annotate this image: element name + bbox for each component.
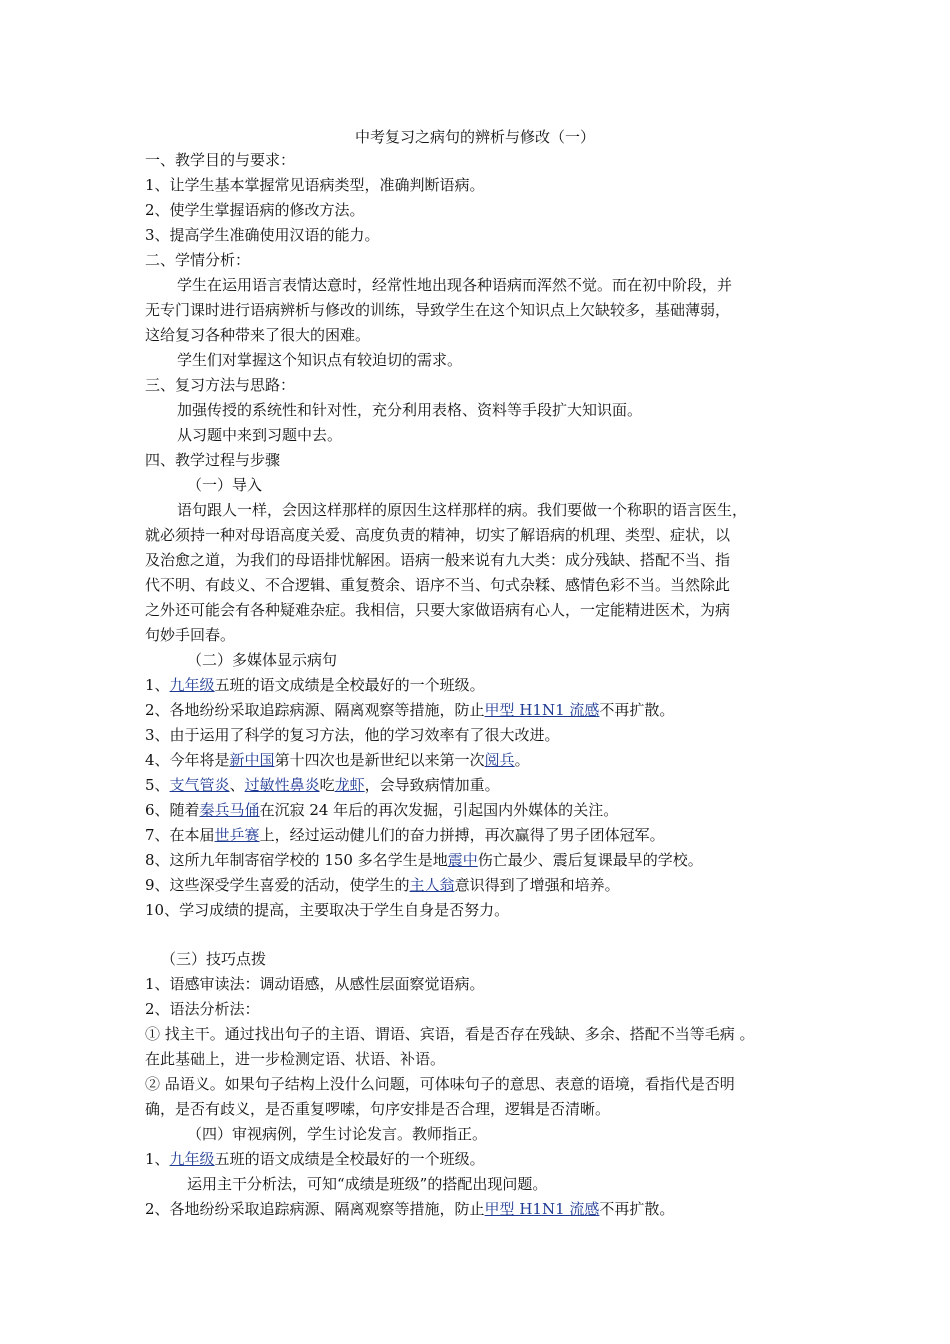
section-2-paragraph-2: 学生们对掌握这个知识点有较迫切的需求。 (177, 351, 463, 369)
part-3-item: 1、语感审读法：调动语感，从感性层面察觉语病。 (145, 975, 485, 993)
part-3-item: 在此基础上，进一步检测定语、状语、补语。 (145, 1050, 446, 1068)
section-3-paragraph-2: 从习题中来到习题中去。 (177, 426, 343, 444)
term-link[interactable]: 甲型 H1N1 流感 (484, 1200, 600, 1218)
section-2-paragraph-line: 学生在运用语言表情达意时，经常性地出现各种语病而浑然不觉。而在初中阶段，并 (177, 276, 733, 294)
term-link[interactable]: 新中国 (229, 751, 275, 769)
part-4-heading: （四）审视病例，学生讨论发言。教师指正。 (187, 1125, 488, 1143)
analysis-note: 运用主干分析法，可知“成绩是班级”的搭配出现问题。 (187, 1175, 548, 1193)
section-4-heading: 四、教学过程与步骤 (145, 451, 281, 469)
example-sentence: 10、学习成绩的提高，主要取决于学生自身是否努力。 (145, 901, 510, 919)
section-2-heading: 二、学情分析： (145, 251, 251, 269)
term-link[interactable]: 支气管炎 (169, 776, 230, 794)
term-link[interactable]: 阅兵 (484, 751, 515, 769)
term-link[interactable]: 九年级 (169, 1150, 215, 1168)
section-1-item: 2、使学生掌握语病的修改方法。 (145, 201, 365, 219)
part-1-paragraph-line: 句妙手回春。 (145, 626, 236, 644)
example-sentence: 2、各地纷纷采取追踪病源、隔离观察等措施，防止甲型 H1N1 流感不再扩散。 (145, 1200, 675, 1218)
term-link[interactable]: 世乒赛 (214, 826, 260, 844)
term-link[interactable]: 震中 (447, 851, 478, 869)
example-sentence: 6、随着秦兵马俑在沉寂 24 年后的再次发掘，引起国内外媒体的关注。 (145, 801, 619, 819)
section-2-paragraph-line: 无专门课时进行语病辨析与修改的训练，导致学生在这个知识点上欠缺较多，基础薄弱， (145, 301, 731, 319)
term-link[interactable]: 主人翁 (409, 876, 455, 894)
example-sentence: 7、在本届世乒赛上，经过运动健儿们的奋力拼搏，再次赢得了男子团体冠军。 (145, 826, 665, 844)
term-link[interactable]: 九年级 (169, 676, 215, 694)
part-1-paragraph-line: 语句跟人一样，会因这样那样的原因生这样那样的病。我们要做一个称职的语言医生， (177, 501, 748, 519)
example-sentence: 1、九年级五班的语文成绩是全校最好的一个班级。 (145, 676, 485, 694)
example-sentence: 3、由于运用了科学的复习方法，他的学习效率有了很大改进。 (145, 726, 560, 744)
term-link[interactable]: 甲型 H1N1 流感 (484, 701, 600, 719)
example-sentence: 5、支气管炎、过敏性鼻炎吃龙虾，会导致病情加重。 (145, 776, 500, 794)
section-3-paragraph-1: 加强传授的系统性和针对性，充分利用表格、资料等手段扩大知识面。 (177, 401, 643, 419)
document-title: 中考复习之病句的辨析与修改（一） (354, 128, 595, 146)
part-3-item: 确，是否有歧义，是否重复啰嗦，句序安排是否合理，逻辑是否清晰。 (145, 1100, 611, 1118)
part-1-paragraph-line: 之外还可能会有各种疑难杂症。我相信，只要大家做语病有心人，一定能精进医术，为病 (145, 601, 731, 619)
section-3-heading: 三、复习方法与思路： (145, 376, 296, 394)
part-3-heading: （三）技巧点拨 (161, 950, 267, 968)
part-1-heading: （一）导入 (187, 476, 263, 494)
term-link[interactable]: 过敏性鼻炎 (244, 776, 320, 794)
example-sentence: 4、今年将是新中国第十四次也是新世纪以来第一次阅兵。 (145, 751, 530, 769)
part-1-paragraph-line: 就必须持一种对母语高度关爱、高度负责的精神，切实了解语病的机理、类型、症状，以 (145, 526, 731, 544)
example-sentence: 9、这些深受学生喜爱的活动，使学生的主人翁意识得到了增强和培养。 (145, 876, 620, 894)
term-link[interactable]: 秦兵马俑 (199, 801, 260, 819)
example-sentence: 2、各地纷纷采取追踪病源、隔离观察等措施，防止甲型 H1N1 流感不再扩散。 (145, 701, 675, 719)
part-1-paragraph-line: 及治愈之道，为我们的母语排忧解困。语病一般来说有九大类：成分残缺、搭配不当、指 (145, 551, 731, 569)
section-1-item: 1、让学生基本掌握常见语病类型，准确判断语病。 (145, 176, 485, 194)
section-2-paragraph-line: 这给复习各种带来了很大的困难。 (145, 326, 371, 344)
term-link[interactable]: 龙虾 (334, 776, 365, 794)
section-1-heading: 一、教学目的与要求： (145, 151, 296, 169)
section-1-item: 3、提高学生准确使用汉语的能力。 (145, 226, 380, 244)
part-3-item: ① 找主干。通过找出句子的主语、谓语、宾语，看是否存在残缺、多余、搭配不当等毛病 。 (145, 1025, 755, 1043)
part-1-paragraph-line: 代不明、有歧义、不合逻辑、重复赘余、语序不当、句式杂糅、感情色彩不当。当然除此 (145, 576, 731, 594)
example-sentence: 1、九年级五班的语文成绩是全校最好的一个班级。 (145, 1150, 485, 1168)
example-sentence: 8、这所九年制寄宿学校的 150 多名学生是地震中伤亡最少、震后复课最早的学校。 (145, 851, 703, 869)
part-3-item: ② 品语义。如果句子结构上没什么问题，可体味句子的意思、表意的语境，看指代是否明 (145, 1075, 735, 1093)
part-3-item: 2、语法分析法： (145, 1000, 260, 1018)
part-2-heading: （二）多媒体显示病句 (187, 651, 338, 669)
